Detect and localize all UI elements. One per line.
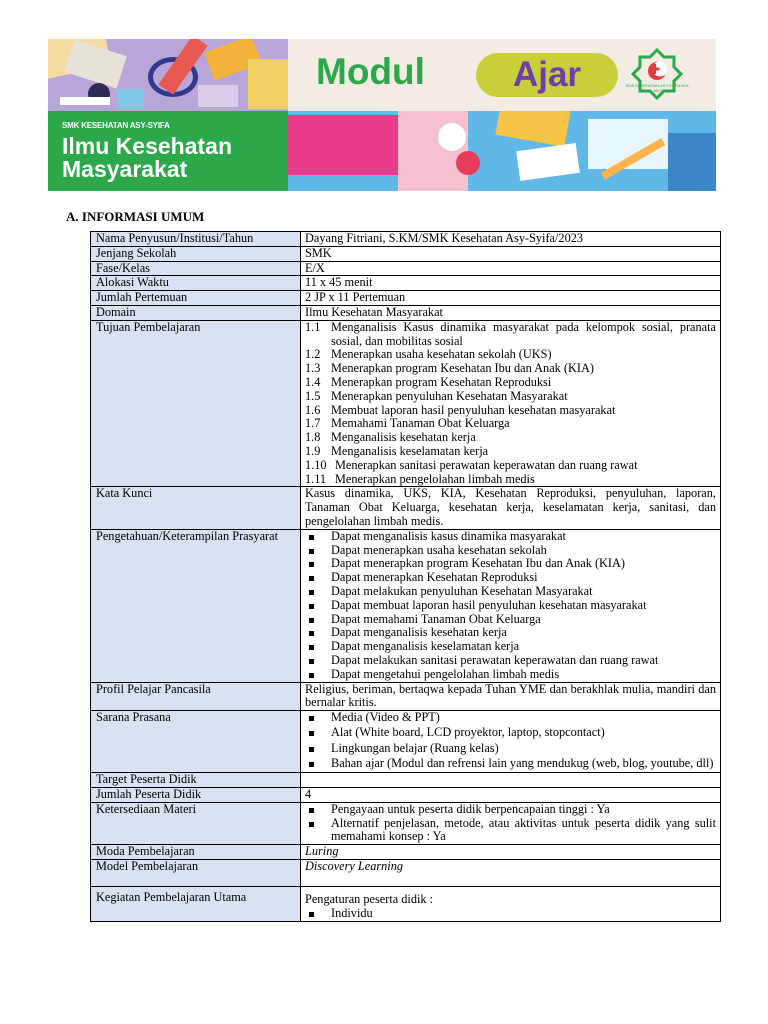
table-row xyxy=(91,487,721,529)
row-value: SMK xyxy=(301,246,721,261)
banner-stationery-art xyxy=(48,39,288,111)
row-value: E/X xyxy=(301,261,721,276)
row-value: 2 JP x 11 Pertemuan xyxy=(301,291,721,306)
list-item: Media (Video & PPT) xyxy=(305,711,716,725)
item-number: 1.11 xyxy=(305,471,327,486)
list-item: Bahan ajar (Modul dan refrensi lain yang mendukug (web, blog, youtube, dll) xyxy=(305,757,716,771)
banner-subject-line-1: Ilmu Kesehatan xyxy=(62,133,232,159)
item-number: 1.9 xyxy=(305,443,321,458)
list-item: Dapat menganalisis kasus dinamika masyarakat xyxy=(305,530,716,544)
row-value: Dayang Fitriani, S.KM/SMK Kesehatan Asy-Syifa/2023 xyxy=(301,232,721,247)
banner-subject-line-2: Masyarakat xyxy=(62,156,188,182)
list-item: Dapat menerapkan usaha kesehatan sekolah xyxy=(305,544,716,558)
material-availability-list xyxy=(305,803,716,844)
section-title: A. INFORMASI UMUM xyxy=(66,209,205,224)
row-value: Kasus dinamika, UKS, KIA, Kesehatan Reproduksi, penyuluhan, laporan, Tanaman Obat Keluarga, kesehatan kerja, keselamatan kerja, sanitasi, dan pengelolahan limbah medis. xyxy=(301,487,721,529)
row-value: Luring xyxy=(301,845,721,860)
row-label: Jenjang Sekolah xyxy=(91,246,301,261)
row-label: Jumlah Peserta Didik xyxy=(91,788,301,803)
table-row xyxy=(91,291,721,306)
row-label: Kegiatan Pembelajaran Utama xyxy=(91,887,301,922)
row-value: Religius, beriman, bertaqwa kepada Tuhan YME dan berakhlak mulia, mandiri dan bernalar kritis. xyxy=(301,682,721,711)
item-number: 1.5 xyxy=(305,388,321,403)
school-logo-icon xyxy=(628,47,686,105)
row-label: Sarana Prasana xyxy=(91,711,301,773)
table-row xyxy=(91,246,721,261)
row-label: Fase/Kelas xyxy=(91,261,301,276)
row-value: Discovery Learning xyxy=(301,860,721,887)
item-text: Memahami Tanaman Obat Keluarga xyxy=(331,416,510,431)
list-item xyxy=(305,431,716,445)
list-item xyxy=(305,321,716,349)
list-item: Alat (White board, LCD proyektor, laptop, stopcontact) xyxy=(305,726,716,740)
row-label: Nama Penyusun/Institusi/Tahun xyxy=(91,232,301,247)
item-number: 1.8 xyxy=(305,430,321,445)
row-label: Domain xyxy=(91,305,301,320)
list-item: Dapat melakukan sanitasi perawatan keperawatan dan ruang rawat xyxy=(305,654,716,668)
table-row xyxy=(91,529,721,682)
row-value xyxy=(301,773,721,788)
row-value xyxy=(301,887,721,922)
item-number: 1.4 xyxy=(305,374,321,389)
list-item: Dapat membuat laporan hasil penyuluhan kesehatan masyarakat xyxy=(305,599,716,613)
list-item xyxy=(305,390,716,404)
row-label: Model Pembelajaran xyxy=(91,860,301,887)
row-label: Tujuan Pembelajaran xyxy=(91,320,301,487)
row-label: Alokasi Waktu xyxy=(91,276,301,291)
item-number: 1.10 xyxy=(305,457,327,472)
list-item xyxy=(305,362,716,376)
table-row xyxy=(91,860,721,887)
row-value xyxy=(301,711,721,773)
list-item: Lingkungan belajar (Ruang kelas) xyxy=(305,742,716,756)
banner-ajar-title: Ajar xyxy=(512,55,582,94)
list-item: Dapat menganalisis kesehatan kerja xyxy=(305,626,716,640)
list-item xyxy=(305,376,716,390)
item-text: Menerapkan program Kesehatan Reproduksi xyxy=(331,374,552,389)
item-number: 1.1 xyxy=(305,319,321,334)
list-item: Dapat menerapkan Kesehatan Reproduksi xyxy=(305,571,716,585)
row-label: Jumlah Pertemuan xyxy=(91,291,301,306)
banner-school-label: SMK KESEHATAN ASY-SYIFA xyxy=(62,121,170,130)
table-row xyxy=(91,305,721,320)
banner-logo-caption: SMK KESEHATAN ASY-SYIFA BOL-MUT xyxy=(625,83,691,93)
row-label: Ketersediaan Materi xyxy=(91,802,301,844)
row-label: Pengetahuan/Keterampilan Prasyarat xyxy=(91,529,301,682)
list-item xyxy=(305,459,716,473)
row-label: Profil Pelajar Pancasila xyxy=(91,682,301,711)
item-text: Menerapkan usaha kesehatan sekolah (UKS) xyxy=(331,347,552,362)
banner-stationery-art-2 xyxy=(288,111,716,191)
banner-subject-title xyxy=(62,135,282,181)
table-row xyxy=(91,773,721,788)
item-number: 1.6 xyxy=(305,402,321,417)
row-value xyxy=(301,802,721,844)
info-table xyxy=(90,231,721,922)
module-banner xyxy=(48,39,716,191)
table-row xyxy=(91,711,721,773)
row-value: 4 xyxy=(301,788,721,803)
table-row xyxy=(91,682,721,711)
row-value xyxy=(301,320,721,487)
row-value: 11 x 45 menit xyxy=(301,276,721,291)
table-row xyxy=(91,261,721,276)
table-row xyxy=(91,802,721,844)
table-row xyxy=(91,232,721,247)
item-text: Menerapkan pengelolahan limbah medis xyxy=(335,471,535,486)
grouping-intro: Pengaturan peserta didik : xyxy=(305,892,434,907)
list-item: Dapat menganalisis keselamatan kerja xyxy=(305,640,716,654)
table-row xyxy=(91,887,721,922)
list-item xyxy=(305,473,716,487)
item-text: Menganalisis Kasus dinamika masyarakat pada kelompok sosial, pranata sosial, dan mobilitas sosial xyxy=(331,319,716,348)
list-item xyxy=(305,348,716,362)
item-text: Menerapkan penyuluhan Kesehatan Masyarakat xyxy=(331,388,568,403)
item-number: 1.2 xyxy=(305,347,321,362)
item-number: 1.3 xyxy=(305,361,321,376)
row-value xyxy=(301,529,721,682)
prerequisites-list xyxy=(305,530,716,682)
list-item: Dapat menerapkan program Kesehatan Ibu dan Anak (KIA) xyxy=(305,557,716,571)
item-text: Menganalisis keselamatan kerja xyxy=(331,443,489,458)
row-label: Kata Kunci xyxy=(91,487,301,529)
row-label: Target Peserta Didik xyxy=(91,773,301,788)
item-text: Menerapkan program Kesehatan Ibu dan Anak (KIA) xyxy=(331,361,594,376)
list-item xyxy=(305,417,716,431)
table-row xyxy=(91,276,721,291)
table-row xyxy=(91,845,721,860)
table-row xyxy=(91,788,721,803)
table-row xyxy=(91,320,721,487)
list-item xyxy=(305,445,716,459)
list-item: Dapat memahami Tanaman Obat Keluarga xyxy=(305,613,716,627)
item-number: 1.7 xyxy=(305,416,321,431)
item-text: Menganalisis kesehatan kerja xyxy=(331,430,476,445)
list-item: Individu xyxy=(305,907,716,921)
list-item: Dapat melakukan penyuluhan Kesehatan Masyarakat xyxy=(305,585,716,599)
list-item: Alternatif penjelasan, metode, atau aktivitas untuk peserta didik yang sulit memahami konsep : Ya xyxy=(305,817,716,845)
row-label: Moda Pembelajaran xyxy=(91,845,301,860)
row-value: Ilmu Kesehatan Masyarakat xyxy=(301,305,721,320)
facilities-list xyxy=(305,711,716,771)
learning-objectives-list xyxy=(305,321,716,487)
item-text: Membuat laporan hasil penyuluhan kesehatan masyarakat xyxy=(331,402,616,417)
list-item: Dapat mengetahui pengelolahan limbah medis xyxy=(305,668,716,682)
banner-modul-title: Modul xyxy=(316,51,425,92)
grouping-list xyxy=(305,907,716,921)
list-item xyxy=(305,404,716,418)
list-item: Pengayaan untuk peserta didik berpencapaian tinggi : Ya xyxy=(305,803,716,817)
item-text: Menerapkan sanitasi perawatan keperawatan dan ruang rawat xyxy=(335,457,638,472)
